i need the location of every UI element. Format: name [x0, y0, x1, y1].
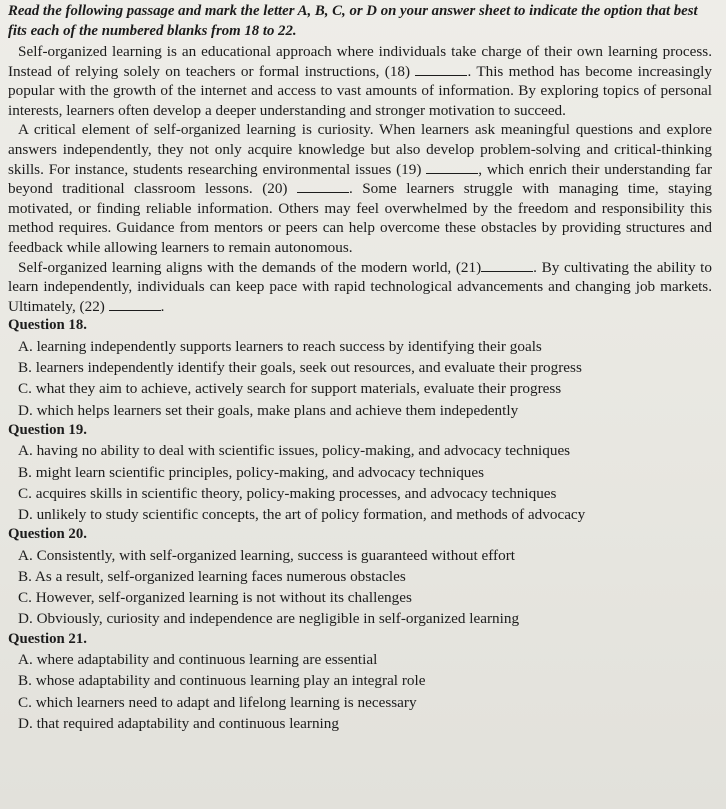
- blank-22: [109, 298, 161, 311]
- option-letter: A.: [18, 337, 33, 355]
- option-d[interactable]: [18, 400, 712, 421]
- question-18: [8, 316, 712, 420]
- blank-number: (20): [262, 180, 288, 198]
- option-letter: C.: [18, 589, 32, 607]
- option-letter: A.: [18, 546, 33, 564]
- option-letter: B.: [18, 567, 32, 585]
- option-text: acquires skills in scientific theory, policy-making processes, and advocacy techniques: [35, 484, 557, 502]
- option-letter: B.: [18, 463, 32, 481]
- option-text: that required adaptability and continuous learning: [36, 714, 339, 732]
- option-a[interactable]: [18, 336, 712, 357]
- passage-text: Self-organized learning aligns with the demands of the modern world, (21): [18, 258, 482, 276]
- option-letter: A.: [18, 442, 33, 460]
- option-c[interactable]: [18, 587, 712, 608]
- blank-18: [415, 63, 467, 76]
- option-letter: B.: [18, 672, 32, 690]
- question-20: [8, 525, 712, 629]
- option-text: what they aim to achieve, actively search for support materials, evaluate their progress: [35, 380, 562, 398]
- option-letter: D.: [18, 401, 33, 419]
- passage: [8, 42, 712, 316]
- option-c[interactable]: [18, 692, 712, 713]
- option-text: which learners need to adapt and lifelong learning is necessary: [35, 693, 417, 711]
- passage-text: Self-organized learning is an educational approach where individuals take charge of their own learning process. Instead of relying solely on teachers or formal instructions, (18): [8, 43, 712, 80]
- option-text: learners independently identify their goals, seek out resources, and evaluate their progress: [35, 359, 582, 377]
- option-letter: D.: [18, 505, 33, 523]
- option-b[interactable]: [18, 566, 712, 587]
- option-text: Obviously, curiosity and independence are negligible in self-organized learning: [36, 610, 520, 628]
- option-text: learning independently supports learners to reach success by identifying their goals: [36, 337, 542, 355]
- option-letter: C.: [18, 484, 32, 502]
- option-text: As a result, self-organized learning faces numerous obstacles: [34, 567, 406, 585]
- option-b[interactable]: [18, 670, 712, 691]
- option-b[interactable]: [18, 357, 712, 378]
- option-text: which helps learners set their goals, make plans and achieve them indepedently: [36, 401, 519, 419]
- passage-text: . Some learners struggle with managing time, staying motivated, or finding reliable information. Others may feel overwhelmed by the freedom and responsibility this method requires. Guidance from mentors or peers can help overcome these obstacles by providing structures and feedback while allowing learners to remain autonomous.: [8, 180, 713, 256]
- option-c[interactable]: [18, 483, 712, 504]
- passage-text: . This method has become increasingly popular with the growth of the internet and access to vast amounts of information. By exploring topics of personal interests, learners often develop a deeper understanding and stronger motivation to succeed.: [8, 62, 713, 119]
- passage-text: , which enrich their understanding far beyond traditional classroom lessons.: [8, 160, 713, 198]
- option-list: [8, 649, 712, 734]
- blank-19: [426, 161, 478, 174]
- option-list: [8, 545, 712, 630]
- option-letter: C.: [18, 693, 32, 711]
- option-text: However, self-organized learning is not without its challenges: [35, 589, 412, 607]
- question-21: [8, 630, 712, 734]
- option-d[interactable]: [18, 713, 712, 734]
- option-text: having no ability to deal with scientific issues, policy-making, and advocacy techniques: [36, 442, 571, 460]
- question-title: Question 20.: [8, 526, 87, 543]
- option-letter: A.: [18, 651, 33, 669]
- option-a[interactable]: [18, 545, 712, 566]
- passage-text: A critical element of self-organized learning is curiosity. When learners ask meaningful questions and explore answers independently, they not only acquire knowledge but also develop problem-solving and critical-thinking skills. For instance, students researching environmental issues (19): [8, 121, 712, 178]
- passage-paragraph-3: [8, 258, 712, 317]
- option-letter: B.: [18, 359, 32, 377]
- blank-21: [481, 259, 533, 272]
- option-d[interactable]: [18, 504, 712, 525]
- option-text: unlikely to study scientific concepts, the art of policy formation, and methods of advocacy: [36, 505, 586, 523]
- option-list: [8, 440, 712, 525]
- option-text: whose adaptability and continuous learning play an integral role: [35, 672, 426, 690]
- instructions: Read the following passage and mark the letter A, B, C, or D on your answer sheet to indicate the option that best fits each of the numbered blanks from 18 to 22.: [8, 3, 698, 39]
- question-title: Question 19.: [8, 421, 87, 438]
- option-a[interactable]: [18, 649, 712, 670]
- question-title: Question 21.: [8, 630, 87, 647]
- passage-text: . By cultivating the ability to learn independently, individuals can keep pace with rapid technological advancements and changing job markets. Ultimately, (22): [8, 258, 712, 315]
- option-letter: C.: [18, 380, 32, 398]
- question-title: Question 18.: [8, 317, 87, 334]
- option-text: might learn scientific principles, policy-making, and advocacy techniques: [35, 463, 485, 481]
- option-text: Consistently, with self-organized learning, success is guaranteed without effort: [36, 546, 515, 564]
- option-d[interactable]: [18, 608, 712, 629]
- option-a[interactable]: [18, 440, 712, 461]
- option-b[interactable]: [18, 462, 712, 483]
- option-letter: D.: [18, 610, 33, 628]
- passage-paragraph-1: [8, 42, 712, 120]
- option-c[interactable]: [18, 378, 712, 399]
- question-19: [8, 421, 712, 525]
- blank-20: [297, 180, 349, 193]
- option-list: [8, 336, 712, 421]
- passage-text: .: [160, 297, 165, 315]
- passage-paragraph-2: [8, 120, 712, 257]
- option-letter: D.: [18, 714, 33, 732]
- option-text: where adaptability and continuous learning are essential: [36, 651, 378, 669]
